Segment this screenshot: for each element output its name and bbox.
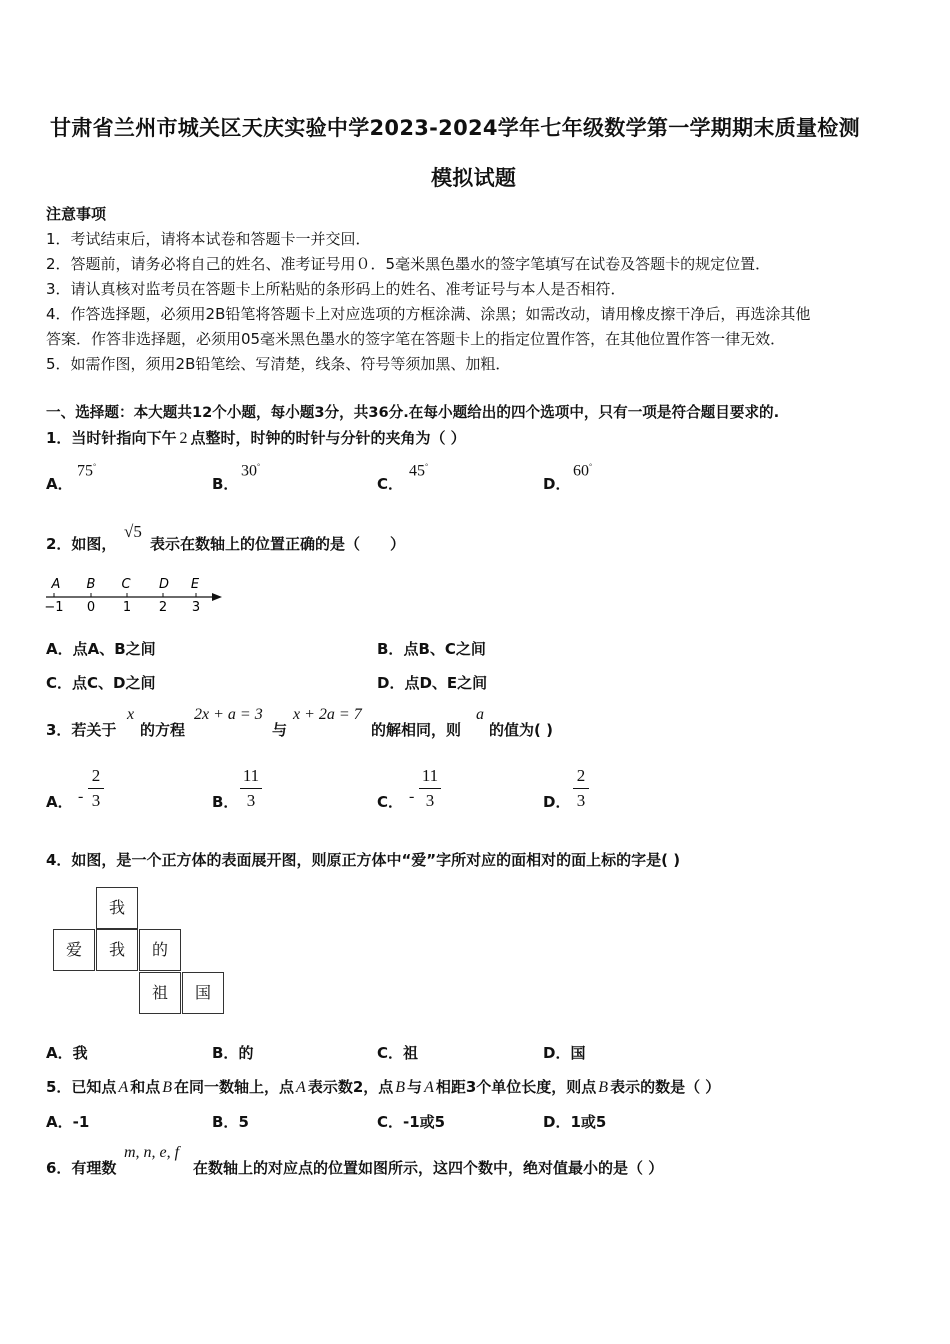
axis-tick-label: 1: [122, 600, 132, 615]
axis-letter-e: E: [190, 577, 200, 592]
cube-net-face: 祖: [139, 972, 181, 1014]
cube-net-face: 的: [139, 929, 181, 971]
axis-letter-c: C: [121, 577, 131, 592]
q3-equation-1: 2x + a = 3: [194, 706, 263, 723]
q3-var-a: a: [476, 706, 484, 723]
axis-tick-label: −1: [44, 600, 64, 615]
q5-option-d: D．1或5: [543, 1113, 607, 1131]
q3-option-d-fraction: 2 3: [573, 766, 589, 811]
q4-option-c: C．祖: [377, 1044, 419, 1062]
notice-item: 5．如需作图，须用2B铅笔绘、写清楚，线条、符号等须加黑、加粗．: [46, 355, 511, 373]
notice-heading: 注意事项: [46, 205, 107, 223]
axis-tick-label: 2: [158, 600, 168, 615]
cube-net-face: 我: [96, 887, 138, 929]
q1-option-c-value: 45°: [409, 462, 429, 480]
q3-prefix: 3．若关于: [46, 721, 117, 739]
q1-number: 2: [179, 430, 188, 447]
q2-option-b: B．点B、C之间: [377, 640, 486, 658]
cube-net-face: 我: [96, 929, 138, 971]
axis-tick-label: 0: [86, 600, 96, 615]
q1-option-a-label: A．: [46, 475, 73, 493]
q5-option-c: C．-1或5: [377, 1113, 446, 1131]
q2-option-c: C．点C、D之间: [46, 674, 156, 692]
q4-option-b: B．的: [212, 1044, 254, 1062]
q3-mid3: 的解相同，则: [371, 721, 462, 739]
notice-item: 4．作答选择题，必须用2B铅笔将答题卡上对应选项的方框涂满、涂黑；如需改动，请用橡皮擦干净后，再选涂其他: [46, 305, 811, 323]
q3-option-a-sign: -: [78, 788, 84, 805]
axis-letter-d: D: [158, 577, 170, 592]
q3-mid1: 的方程: [140, 721, 186, 739]
axis-letter-b: B: [86, 577, 96, 592]
q5-option-b: B．5: [212, 1113, 249, 1131]
q3-var-x: x: [127, 706, 135, 723]
q3-equation-2: x + 2a = 7: [293, 706, 362, 723]
q6-vars: m, n, e, f: [124, 1144, 180, 1161]
section-heading: 一、选择题：本大题共12个小题，每小题3分，共36分.在每小题给出的四个选项中，只有一项是符合题目要求的.: [46, 404, 780, 421]
q1-suffix: 点整时，时钟的时针与分针的夹角为（ ）: [190, 429, 466, 447]
cube-net-face: 国: [182, 972, 224, 1014]
q3-option-d-label: D．: [543, 793, 571, 811]
q2-option-a: A．点A、B之间: [46, 640, 156, 658]
q3-option-c-fraction: 11 3: [419, 766, 441, 811]
axis-tick-label: 3: [191, 600, 201, 615]
q1-option-a-value: 75°: [77, 462, 97, 480]
page-title: 甘肃省兰州市城关区天庆实验中学2023-2024学年七年级数学第一学期期末质量检测: [50, 116, 860, 140]
q6-prefix: 6．有理数: [46, 1159, 117, 1177]
axis-letter-a: A: [51, 577, 61, 592]
q2-suffix: 表示在数轴上的位置正确的是（ ）: [150, 535, 406, 553]
notice-item: 答案．作答非选择题，必须用05毫米黑色墨水的签字笔在答题卡上的指定位置作答，在其他位置作答一律无效．: [46, 330, 786, 348]
q3-mid2: 与: [272, 721, 288, 739]
notice-item: 3．请认真核对监考员在答题卡上所粘贴的条形码上的姓名、准考证号与本人是否相符．: [46, 280, 626, 298]
page-subtitle: 模拟试题: [431, 166, 517, 190]
q1-option-c-label: C．: [377, 475, 404, 493]
q1-option-d-value: 60°: [573, 462, 593, 480]
q1-option-d-label: D．: [543, 475, 571, 493]
q3-option-b-label: B．: [212, 793, 239, 811]
q1-option-b-label: B．: [212, 475, 239, 493]
question-5: 5．已知点 A 和点 B 在同一数轴上，点 A 表示数2，点 B 与 A 相距3个单位长度，则点 B 表示的数是（ ）: [46, 1078, 721, 1096]
q2-option-d: D．点D、E之间: [377, 674, 488, 692]
q3-option-a-label: A．: [46, 793, 73, 811]
axis-arrow: [212, 593, 222, 601]
q3-option-b-fraction: 11 3: [240, 766, 262, 811]
q3-option-c-sign: -: [409, 788, 415, 805]
q2-radical: √5: [124, 522, 142, 541]
q1-prefix: 1．当时针指向下午: [46, 429, 177, 447]
q2-number-line: [40, 570, 230, 620]
q4-option-a: A．我: [46, 1044, 88, 1062]
q2-prefix: 2．如图，: [46, 535, 117, 553]
q5-option-a: A．-1: [46, 1113, 90, 1131]
q1-option-b-value: 30°: [241, 462, 261, 480]
q3-option-c-label: C．: [377, 793, 404, 811]
notice-item: 2．答题前，请务必将自己的姓名、准考证号用０．5毫米黑色墨水的签字笔填写在试卷及答题卡的规定位置．: [46, 255, 771, 273]
q3-option-a-fraction: 2 3: [88, 766, 104, 811]
cube-net-face: 爱: [53, 929, 95, 971]
q3-suffix: 的值为( ): [489, 721, 553, 739]
question-1: [46, 427, 466, 448]
q4-option-d: D．国: [543, 1044, 586, 1062]
q6-suffix: 在数轴上的对应点的位置如图所示，这四个数中，绝对值最小的是（ ）: [193, 1159, 664, 1177]
question-4: 4．如图，是一个正方体的表面展开图，则原正方体中“爱”字所对应的面相对的面上标的字是( ): [46, 851, 681, 869]
notice-item: 1．考试结束后，请将本试卷和答题卡一并交回．: [46, 230, 371, 248]
